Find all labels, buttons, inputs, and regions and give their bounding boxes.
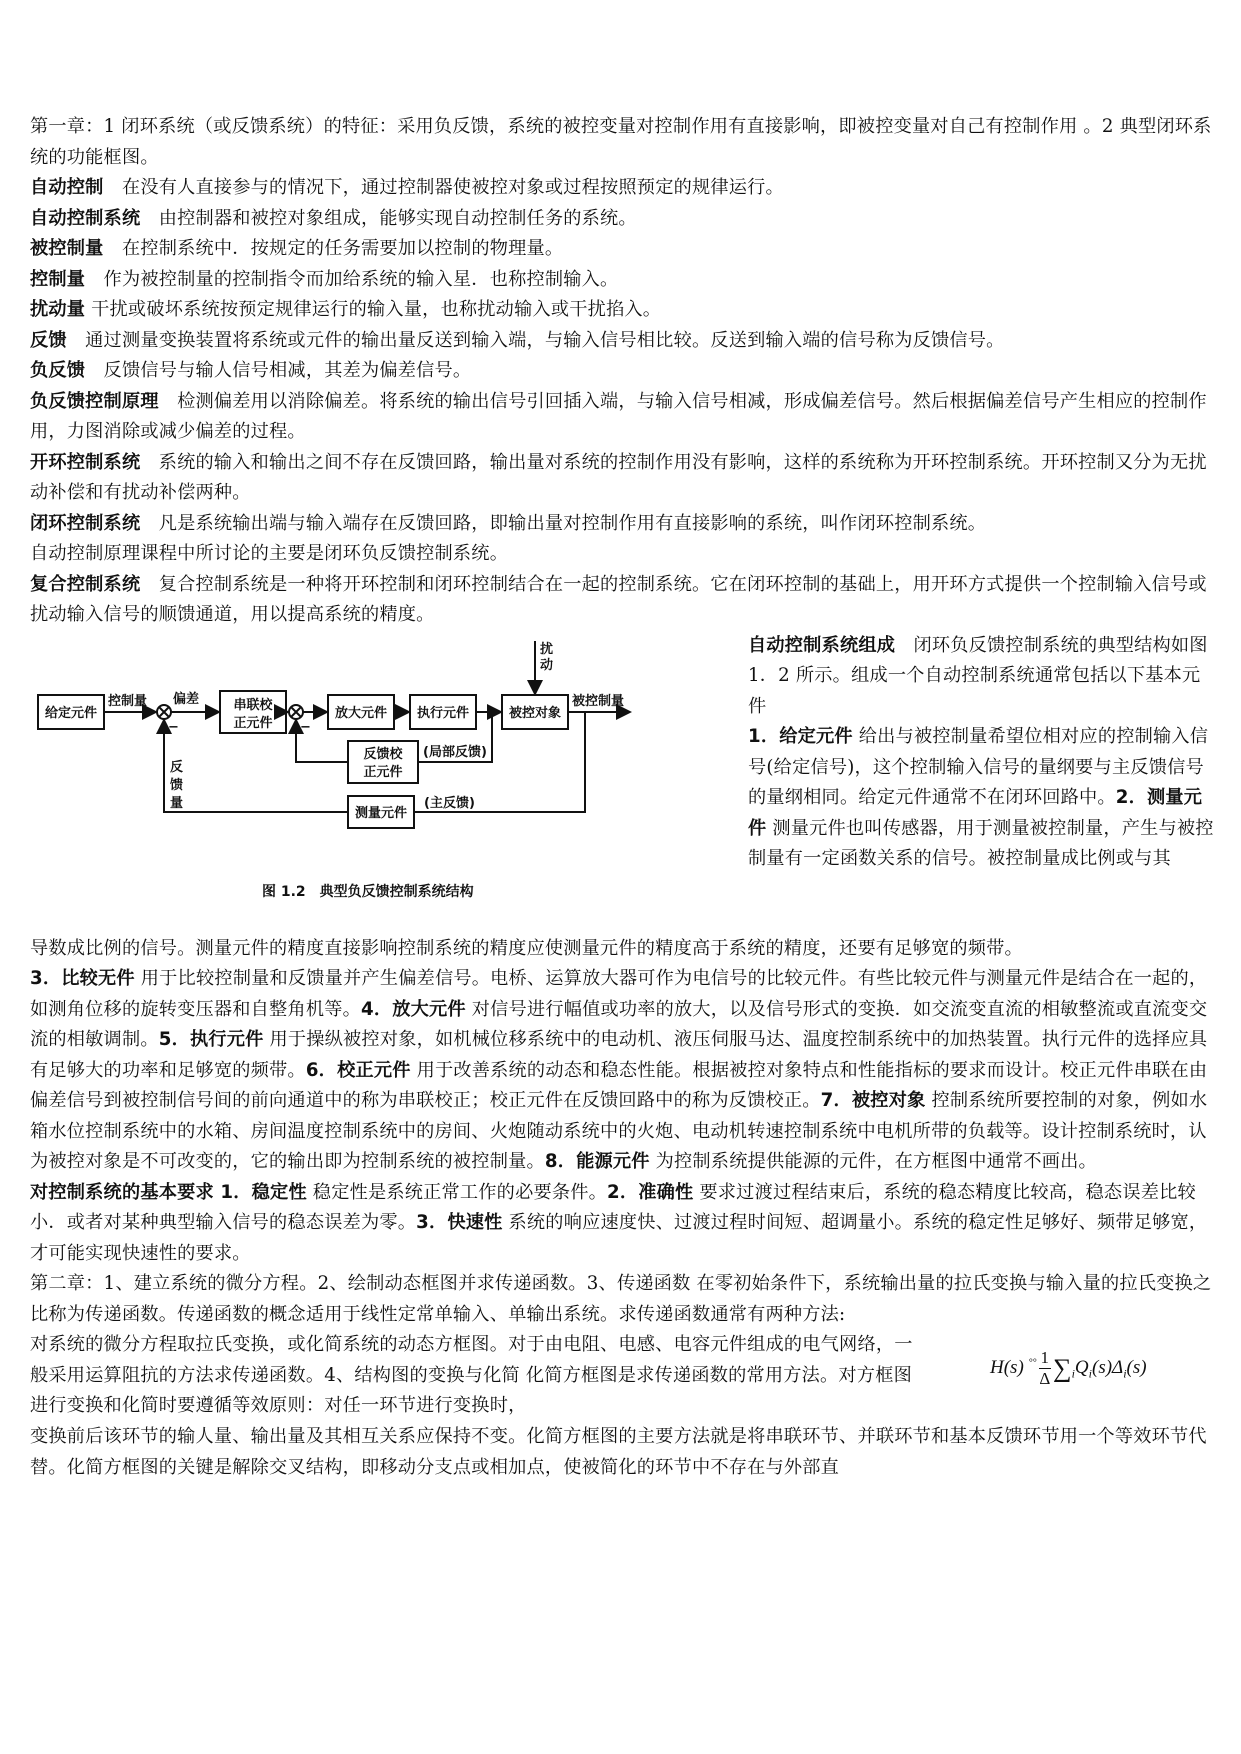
block-label: 放大元件	[334, 705, 388, 721]
term: 扰动量	[30, 299, 86, 320]
chapter2-simplification: 变换前后该环节的输人量、输出量及其相互关系应保持不变。化简方框图的主要方法就是将串联环节、并联环节和基本反馈环节用一个等效环节代替。化简方框图的关键是解除交叉结构，即移动分支点或相加点，使被简化的环节中不存在与外部直	[30, 1426, 1207, 1478]
term: 2．测量元件	[748, 787, 1203, 839]
def-negative-feedback-principle: 负反馈控制原理 检测偏差用以消除偏差。将系统的输出信号引回插入端，与输入信号相减，形成偏差信号。然后根据偏差信号产生相应的控制作用，力图消除或减少偏差的过程。	[30, 390, 1207, 442]
figure-row	[30, 631, 1216, 934]
term: 负反馈	[30, 360, 86, 381]
mason-formula: H(s) °° $\frac{1}{\Delta}$ $\sum_iQ_i(s)\Delta_i(s)$	[990, 1348, 1147, 1388]
block-label: 测量元件	[354, 805, 408, 821]
signal-label: 被控制量	[572, 693, 625, 709]
def-control-input: 控制量 作为被控制量的控制指令而加给系统的输入星．也称控制输入。	[30, 268, 619, 290]
signal-label: 扰	[540, 641, 554, 657]
signal-label: 馈	[170, 777, 184, 793]
def-feedback: 反馈 通过测量变换装置将系统或元件的输出量反送到输入端，与输入信号相比较。反送到输入端的信号称为反馈信号。	[30, 329, 1005, 351]
chapter1-intro: 第一章：1 闭环系统（或反馈系统）的特征：采用负反馈，系统的被控变量对控制作用有直接影响，即被控变量对自己有控制作用 。2 典型闭环系统的功能框图。	[30, 116, 1212, 168]
minus-sign: −	[300, 719, 311, 735]
closed-loop-note: 自动控制原理课程中所讨论的主要是闭环负反馈控制系统。	[30, 543, 509, 564]
def-automatic-control: 自动控制 在没有人直接参与的情况下，通过控制器使被控对象或过程按照预定的规律运行。	[30, 177, 784, 198]
signal-label: 反	[170, 759, 184, 775]
chapter2-methods: 对系统的微分方程取拉氏变换，或化简系统的动态方框图。对于由电阻、电感、电容元件组成的电气网络，一般采用运算阻抗的方法求传递函数。4、结构图的变换与化简 化简方框图是求传递函数的常用方法。对方框图进行变换和化简时要遵循等效原则：对任一环节进行变换时，	[30, 1334, 913, 1416]
def-disturbance: 扰动量 干扰或破坏系统按预定规律运行的输入量，也称扰动输入或干扰掐入。	[30, 299, 662, 320]
block-label: 串联校	[233, 697, 273, 713]
term: 控制量	[30, 268, 86, 290]
signal-label: 偏差	[173, 691, 200, 707]
chapter2-intro: 第二章：1、建立系统的微分方程。2、绘制动态框图并求传递函数。3、传递函数 在零初始条件下，系统输出量的拉氏变换与输入量的拉氏变换之比称为传递函数。传递函数的概念适用于线性定常单输入、单输出系统。求传递函数通常有两种方法:	[30, 1273, 1212, 1325]
term: 2．准确性	[607, 1181, 694, 1203]
term: 对控制系统的基本要求	[30, 1181, 214, 1203]
term: 1．稳定性	[213, 1181, 307, 1203]
def-compound-control: 复合控制系统 复合控制系统是一种将开环控制和闭环控制结合在一起的控制系统。它在闭环控制的基础上，用开环方式提供一个控制输入信号或扰动输入信号的顺馈通道，用以提高系统的精度。	[30, 573, 1207, 625]
term: 7．被控对象	[820, 1090, 926, 1111]
block-label: 给定元件	[44, 705, 98, 721]
term: 被控制量	[30, 238, 104, 259]
term: 闭环控制系统	[30, 512, 141, 534]
figure-caption: 图 1.2 典型负反馈控制系统结构	[262, 883, 474, 900]
components-list: 3．比较无件 用于比较控制量和反馈量并产生偏差信号。电桥、运算放大器可作为电信号的比较元件。有些比较元件与测量元件是结合在一起的，如测角位移的旋转变压器和自整角机等。4．放大元件 对信号进行幅值或功率的放大，以及信号形式的变换．如交流变直流的相敏整流或直流变交流的相敏调制。5．执行元件 用于操纵被控对象，如机械位移系统中的电动机、液压伺服马达、温度控制系统中的加热装置。执行元件的选择应具有足够大的功率和足够宽的频带。6．校正元件 用于改善系统的动态和稳态性能。根据被控对象特点和性能指标的要求而设计。校正元件串联在由偏差信号到被控制信号间的前向通道中的称为串联校正；校正元件在反馈回路中的称为反馈校正。7．被控对象 控制系统所要控制的对象，例如水箱水位控制系统中的水箱、房间温度控制系统中的房间、火炮随动系统中的火炮、电动机转速控制系统中电机所带的负载等。设计控制系统时，认为被控对象是不可改变的，它的输出即为控制系统的被控制量。8．能源元件 为控制系统提供能源的元件，在方框图中通常不画出。	[30, 968, 1208, 1172]
def-automatic-control-system: 自动控制系统 由控制器和被控对象组成，能够实现自动控制任务的系统。	[30, 207, 637, 229]
term: 自动控制系统	[30, 207, 141, 229]
block-label: 正元件	[363, 764, 403, 780]
term: 6．校正元件	[305, 1059, 411, 1081]
term: 3．快速性	[416, 1212, 503, 1233]
term: 8．能源元件	[544, 1151, 650, 1172]
term: 负反馈控制原理	[30, 390, 159, 412]
term: 开环控制系统	[30, 451, 141, 473]
signal-label: (局部反馈)	[423, 744, 487, 760]
basic-requirements: 对控制系统的基本要求 1．稳定性 稳定性是系统正常工作的必要条件。2．准确性 要求过渡过程结束后，系统的稳态精度比较高，稳态误差比较小．或者对某种典型输入信号的稳态误差为零。3．快速性 系统的响应速度快、过渡过程时间短、超调量小。系统的稳定性足够好、频带足够宽，才可能实现快速性的要求。	[30, 1181, 1208, 1264]
block-label: 执行元件	[416, 705, 470, 721]
term: 4．放大元件	[360, 998, 466, 1020]
document-page	[30, 112, 1216, 1483]
term: 1．给定元件	[748, 726, 853, 747]
sensor-continued: 导数成比例的信号。测量元件的精度直接影响控制系统的精度应使测量元件的精度高于系统的精度，还要有足够宽的频带。	[30, 937, 1023, 959]
def-open-loop: 开环控制系统 系统的输入和输出之间不存在反馈回路，输出量对系统的控制作用没有影响，这样的系统称为开环控制系统。开环控制又分为无扰动补偿和有扰动补偿两种。	[30, 451, 1207, 503]
block-label: 正元件	[233, 715, 273, 731]
term: 自动控制系统组成	[748, 634, 896, 656]
block-label: 被控对象	[508, 705, 562, 721]
block-diagram-figure	[30, 631, 748, 934]
def-closed-loop: 闭环控制系统 凡是系统输出端与输入端存在反馈回路，即输出量对控制作用有直接影响的系统，叫作闭环控制系统。	[30, 512, 987, 534]
def-negative-feedback: 负反馈 反馈信号与输人信号相减，其差为偏差信号。	[30, 360, 472, 381]
signal-label: 动	[540, 657, 554, 673]
def-controlled-variable: 被控制量 在控制系统中．按规定的任务需要加以控制的物理量。	[30, 238, 564, 259]
signal-label: (主反馈)	[424, 795, 475, 811]
term: 5．执行元件	[158, 1029, 264, 1050]
term: 复合控制系统	[30, 573, 141, 595]
formula-row	[30, 1330, 1216, 1422]
block-label: 反馈校	[363, 746, 403, 762]
term: 3．比较无件	[30, 968, 135, 989]
minus-sign: −	[168, 719, 179, 735]
term: 自动控制	[30, 177, 104, 198]
signal-label: 量	[170, 795, 184, 811]
components-intro: 自动控制系统组成 闭环负反馈控制系统的典型结构如图 1．2 所示。组成一个自动控制系统通常包括以下基本元件 1．给定元件 给出与被控制量希望位相对应的控制输入信号(给定信号)，这个控制输入信号的量纲要与主反馈信号的量纲相同。给定元件通常不在闭环回路中。2．测量元件 测量元件也叫传感器，用于测量被控制量，产生与被控制量有一定函数关系的信号。被控制量成比例或与其	[748, 634, 1214, 869]
term: 反馈	[30, 329, 67, 351]
signal-label: 控制量	[108, 693, 148, 709]
